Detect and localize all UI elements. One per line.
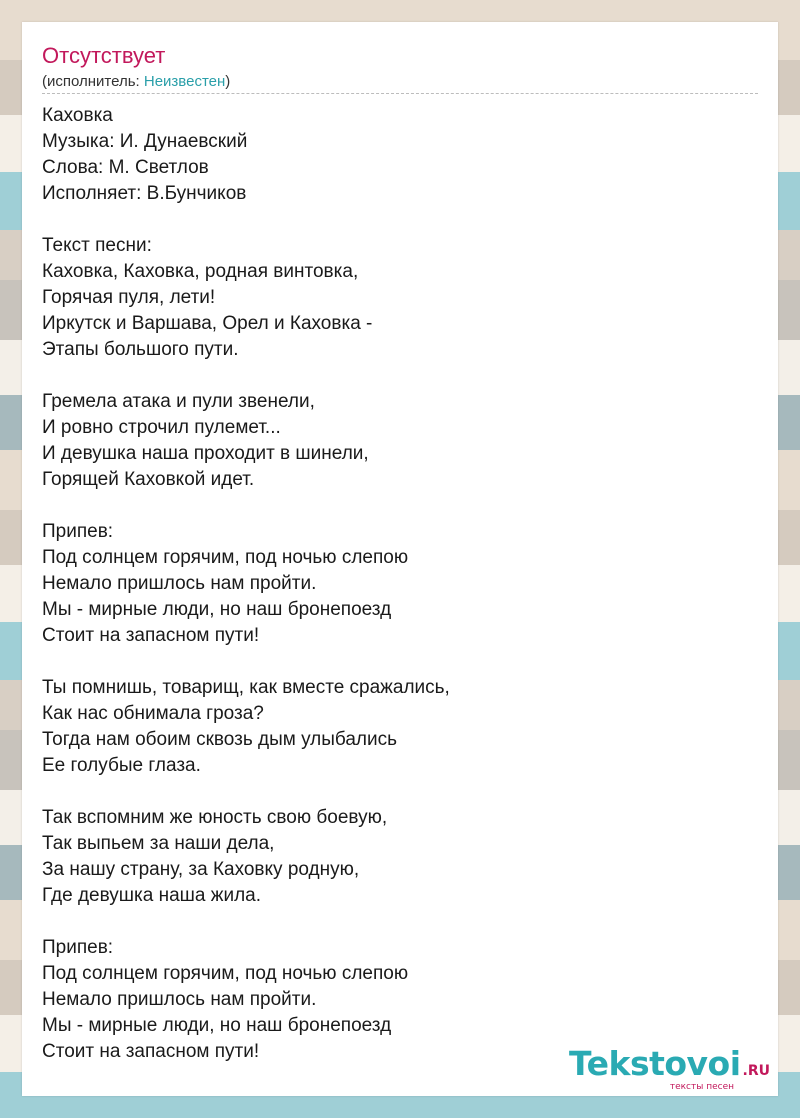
lyrics-line: Стоит на запасном пути! — [42, 1041, 260, 1062]
song-title: Отсутствует — [42, 43, 166, 68]
lyrics-blank-line — [42, 779, 758, 805]
lyrics-line: Под солнцем горячим, под ночью слепою — [42, 963, 409, 984]
lyrics-line: Так вспомним же юность свою боевую, — [42, 807, 388, 828]
lyrics-line: Иркутск и Варшава, Орел и Каховка - — [42, 313, 373, 334]
lyrics-line: Немало пришлось нам пройти. — [42, 989, 317, 1010]
dashed-divider — [42, 93, 758, 94]
artist-meta-suffix: ) — [225, 73, 231, 90]
artist-meta-prefix: (исполнитель: — [42, 73, 144, 90]
lyrics-line: Текст песни: — [42, 235, 152, 256]
lyrics-line: Припев: — [42, 937, 114, 958]
lyrics-line: Исполняет: В.Бунчиков — [42, 183, 247, 204]
lyrics-blank-line — [42, 649, 758, 675]
lyrics-line: Каховка, Каховка, родная винтовка, — [42, 261, 359, 282]
lyrics-blank-line — [42, 493, 758, 519]
logo-tld: .RU — [742, 1063, 770, 1079]
lyrics-line: Ты помнишь, товарищ, как вместе сражались, — [42, 677, 450, 698]
lyrics-line: Гремела атака и пули звенели, — [42, 391, 315, 412]
lyrics-text — [42, 103, 758, 1065]
lyrics-line: И ровно строчил пулемет... — [42, 417, 281, 438]
lyrics-line: Где девушка наша жила. — [42, 885, 262, 906]
lyrics-line: Мы - мирные люди, но наш бронепоезд — [42, 1015, 392, 1036]
lyrics-line: Музыка: И. Дунаевский — [42, 131, 248, 152]
lyrics-line: Под солнцем горячим, под ночью слепою — [42, 547, 409, 568]
logo-tagline: тексты песен — [669, 1082, 734, 1092]
logo-name: Tekstovoi — [568, 1044, 741, 1083]
site-logo[interactable] — [569, 1046, 770, 1092]
artist-meta — [42, 72, 230, 92]
lyrics-blank-line — [42, 909, 758, 935]
lyrics-line: Так выпьем за наши дела, — [42, 833, 275, 854]
lyrics-line: Мы - мирные люди, но наш бронепоезд — [42, 599, 392, 620]
lyrics-line: Припев: — [42, 521, 114, 542]
lyrics-line: Горячая пуля, лети! — [42, 287, 216, 308]
lyrics-line: Ее голубые глаза. — [42, 755, 201, 776]
lyrics-line: Немало пришлось нам пройти. — [42, 573, 317, 594]
lyrics-line: Тогда нам обоим сквозь дым улыбались — [42, 729, 398, 750]
lyrics-line: Стоит на запасном пути! — [42, 625, 260, 646]
lyrics-line: За нашу страну, за Каховку родную, — [42, 859, 360, 880]
lyrics-line: Как нас обнимала гроза? — [42, 703, 264, 724]
artist-link[interactable]: Неизвестен — [143, 73, 226, 90]
lyrics-line: Каховка — [42, 105, 113, 126]
lyrics-line: Этапы большого пути. — [42, 339, 239, 360]
lyrics-line: И девушка наша проходит в шинели, — [42, 443, 369, 464]
lyrics-blank-line — [42, 363, 758, 389]
lyrics-card — [22, 22, 778, 1096]
lyrics-line: Слова: М. Светлов — [42, 157, 209, 178]
lyrics-blank-line — [42, 207, 758, 233]
lyrics-line: Горящей Каховкой идет. — [42, 469, 255, 490]
